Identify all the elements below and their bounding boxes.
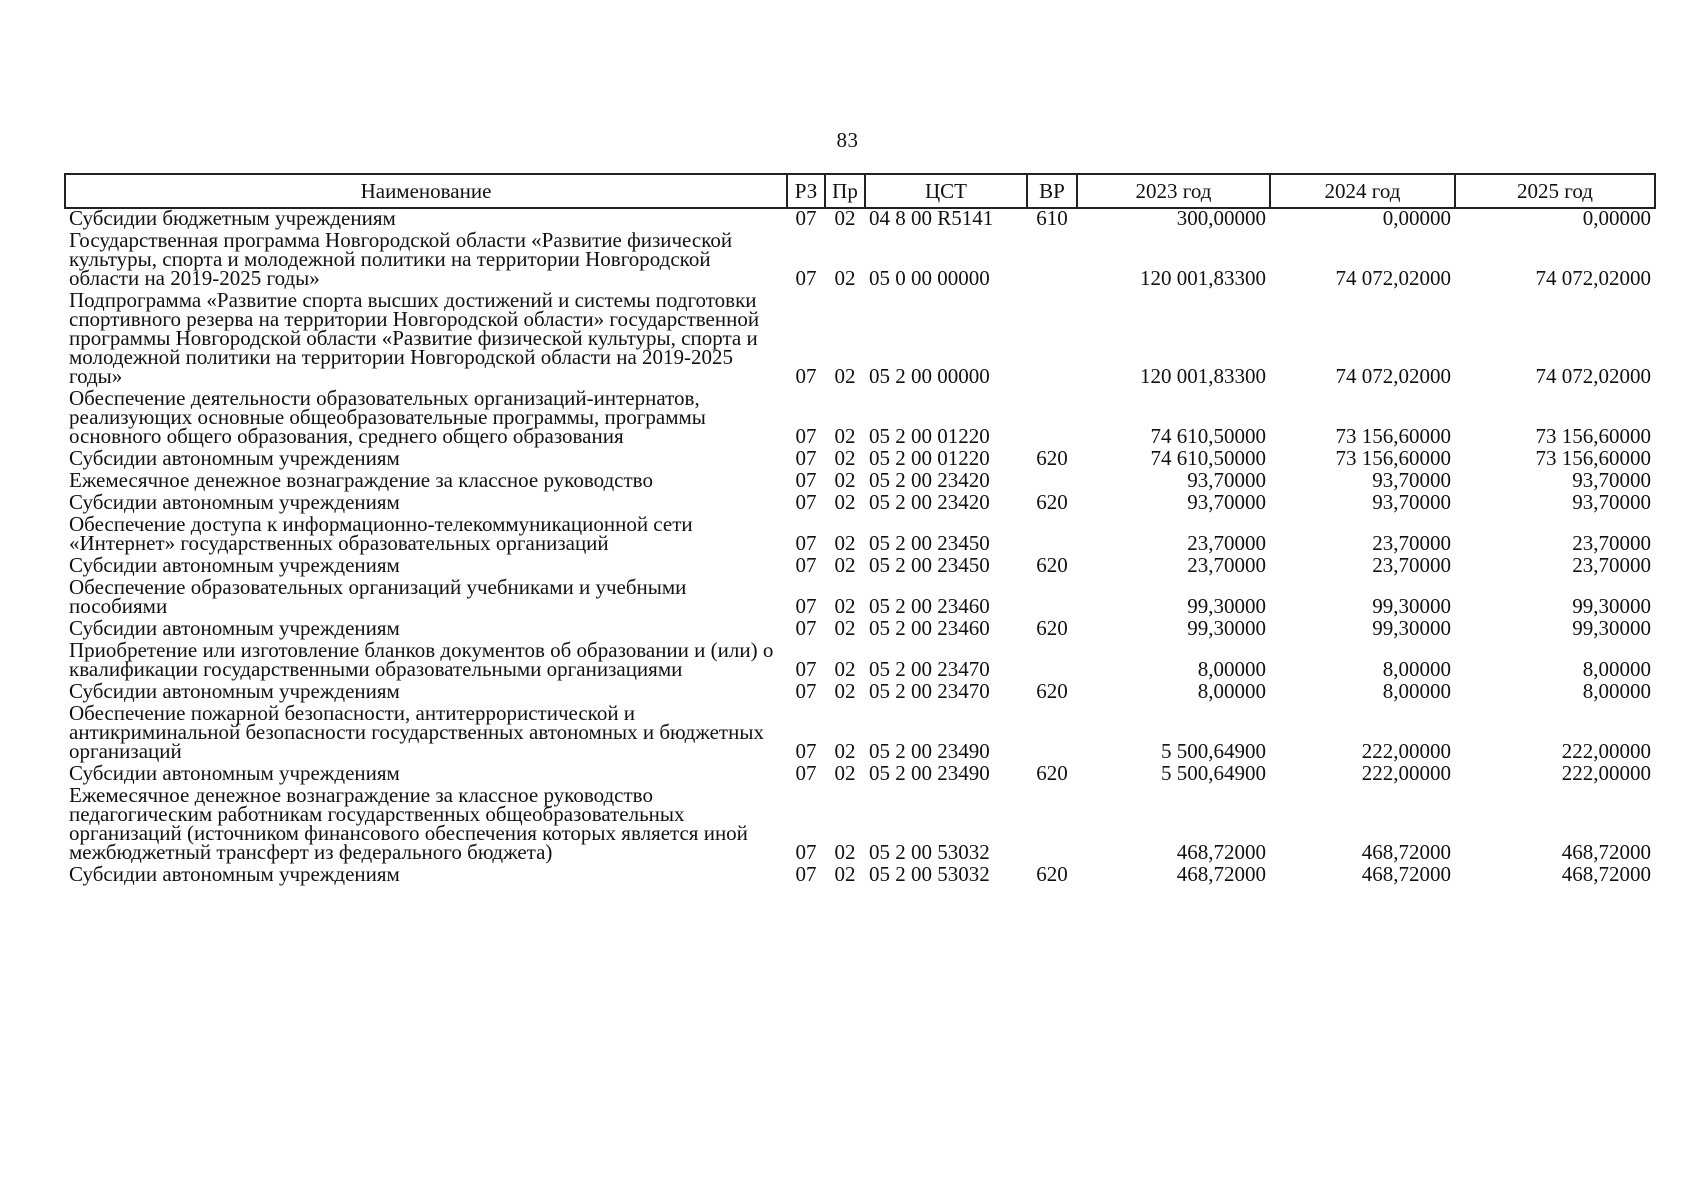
cell-name: Приобретение или изготовление бланков документов об образовании и (или) о квалификации государственными образовательными организациями [69, 638, 774, 681]
cell-cst: 05 2 00 23470 [869, 657, 990, 681]
cell-2025: 8,00000 [1582, 679, 1651, 703]
table-body [65, 208, 1655, 887]
cell-pr: 02 [834, 679, 856, 703]
cell-vr [1027, 704, 1077, 764]
cell-2023: 93,70000 [1187, 468, 1266, 492]
cell-cst: 05 2 00 00000 [869, 364, 990, 388]
cell-rz: 07 [795, 594, 817, 618]
cell-2025: 468,72000 [1561, 840, 1651, 864]
table-row [65, 578, 1655, 619]
cell-2025: 93,70000 [1572, 490, 1651, 514]
cell-pr: 02 [834, 424, 856, 448]
cell-2024: 222,00000 [1361, 739, 1451, 763]
cell-name: Субсидии автономным учреждениям [69, 553, 400, 577]
cell-name: Обеспечение доступа к информационно-телекоммуникационной сети «Интернет» государственных образовательных организаций [69, 512, 693, 555]
cell-2024: 74 072,02000 [1335, 266, 1451, 290]
cell-2024: 73 156,60000 [1335, 446, 1451, 470]
cell-rz: 07 [795, 490, 817, 514]
cell-cst: 05 2 00 01220 [869, 446, 990, 470]
cell-vr [1027, 641, 1077, 682]
cell-rz: 07 [795, 424, 817, 448]
cell-rz: 07 [795, 679, 817, 703]
cell-rz: 07 [795, 840, 817, 864]
cell-2024: 222,00000 [1361, 761, 1451, 785]
cell-2025: 8,00000 [1582, 657, 1651, 681]
table-row [65, 389, 1655, 449]
cell-2025: 73 156,60000 [1535, 424, 1651, 448]
cell-2025: 99,30000 [1572, 594, 1651, 618]
cell-2024: 74 072,02000 [1335, 364, 1451, 388]
cell-name: Субсидии автономным учреждениям [69, 446, 400, 470]
header-cst: ЦСТ [865, 174, 1027, 208]
cell-2023: 93,70000 [1187, 490, 1266, 514]
cell-pr: 02 [834, 468, 856, 492]
cell-2024: 23,70000 [1372, 531, 1451, 555]
cell-2023: 8,00000 [1197, 657, 1266, 681]
cell-pr: 02 [834, 862, 856, 886]
cell-2023: 74 610,50000 [1150, 446, 1266, 470]
cell-vr: 620 [1036, 761, 1068, 785]
cell-pr: 02 [834, 594, 856, 618]
cell-vr [1027, 515, 1077, 556]
cell-vr [1027, 291, 1077, 389]
cell-rz: 07 [795, 468, 817, 492]
cell-cst: 05 2 00 53032 [869, 840, 990, 864]
cell-2024: 468,72000 [1361, 840, 1451, 864]
cell-rz: 07 [795, 206, 817, 230]
cell-2023: 5 500,64900 [1161, 761, 1266, 785]
cell-vr [1027, 231, 1077, 291]
cell-pr: 02 [834, 553, 856, 577]
cell-name: Подпрограмма «Развитие спорта высших достижений и системы подготовки спортивного резерва на территории Новгородской области» государственной программы Новгородской области «Развитие физической культуры, спорта и молодежной политики на территории Новгородской области на 2019-2025 годы» [69, 288, 760, 388]
cell-cst: 05 2 00 23470 [869, 679, 990, 703]
cell-2024: 23,70000 [1372, 553, 1451, 577]
cell-2024: 468,72000 [1361, 862, 1451, 886]
cell-pr: 02 [834, 206, 856, 230]
cell-cst: 05 2 00 23460 [869, 594, 990, 618]
cell-name: Субсидии автономным учреждениям [69, 761, 400, 785]
cell-pr: 02 [834, 364, 856, 388]
cell-vr: 610 [1036, 206, 1068, 230]
cell-cst: 05 2 00 23420 [869, 490, 990, 514]
cell-name: Обеспечение пожарной безопасности, антитеррористической и антикриминальной безопасности государственных автономных и бюджетных организаций [69, 701, 764, 763]
table-row [65, 865, 1655, 887]
cell-name: Обеспечение образовательных организаций учебниками и учебными пособиями [69, 575, 687, 618]
cell-2023: 99,30000 [1187, 594, 1266, 618]
table-row [65, 641, 1655, 682]
cell-pr: 02 [834, 761, 856, 785]
cell-vr: 620 [1036, 553, 1068, 577]
cell-rz: 07 [795, 616, 817, 640]
cell-vr: 620 [1036, 490, 1068, 514]
cell-pr: 02 [834, 616, 856, 640]
cell-rz: 07 [795, 553, 817, 577]
cell-2024: 73 156,60000 [1335, 424, 1451, 448]
cell-2023: 8,00000 [1197, 679, 1266, 703]
cell-2025: 74 072,02000 [1535, 364, 1651, 388]
cell-rz: 07 [795, 657, 817, 681]
cell-2023: 120 001,83300 [1140, 364, 1266, 388]
cell-name: Субсидии автономным учреждениям [69, 616, 400, 640]
cell-name: Субсидии автономным учреждениям [69, 490, 400, 514]
cell-2023: 468,72000 [1176, 862, 1266, 886]
cell-pr: 02 [834, 266, 856, 290]
cell-name: Субсидии автономным учреждениям [69, 679, 400, 703]
cell-2024: 99,30000 [1372, 616, 1451, 640]
header-2025: 2025 год [1455, 174, 1655, 208]
cell-cst: 04 8 00 R5141 [869, 206, 994, 230]
table-row [65, 704, 1655, 764]
cell-2025: 73 156,60000 [1535, 446, 1651, 470]
cell-vr [1027, 389, 1077, 449]
cell-2025: 93,70000 [1572, 468, 1651, 492]
cell-cst: 05 2 00 53032 [869, 862, 990, 886]
cell-pr: 02 [834, 840, 856, 864]
cell-2023: 99,30000 [1187, 616, 1266, 640]
cell-2025: 0,00000 [1582, 206, 1651, 230]
table-header-row [65, 174, 1655, 208]
cell-2025: 222,00000 [1561, 739, 1651, 763]
cell-pr: 02 [834, 657, 856, 681]
header-pr: Пр [825, 174, 865, 208]
cell-cst: 05 2 00 23450 [869, 553, 990, 577]
cell-cst: 05 2 00 23450 [869, 531, 990, 555]
cell-2024: 8,00000 [1382, 657, 1451, 681]
cell-rz: 07 [795, 531, 817, 555]
header-name: Наименование [65, 174, 787, 208]
cell-2025: 23,70000 [1572, 531, 1651, 555]
cell-pr: 02 [834, 490, 856, 514]
cell-2024: 93,70000 [1372, 468, 1451, 492]
budget-table [64, 173, 1656, 887]
cell-cst: 05 0 00 00000 [869, 266, 990, 290]
cell-rz: 07 [795, 364, 817, 388]
cell-vr: 620 [1036, 616, 1068, 640]
cell-cst: 05 2 00 23460 [869, 616, 990, 640]
cell-2023: 23,70000 [1187, 553, 1266, 577]
cell-rz: 07 [795, 862, 817, 886]
cell-name: Субсидии автономным учреждениям [69, 862, 400, 886]
cell-2023: 23,70000 [1187, 531, 1266, 555]
cell-vr: 620 [1036, 679, 1068, 703]
cell-2025: 222,00000 [1561, 761, 1651, 785]
cell-vr [1027, 786, 1077, 865]
cell-2023: 300,00000 [1176, 206, 1266, 230]
cell-pr: 02 [834, 739, 856, 763]
cell-2024: 93,70000 [1372, 490, 1451, 514]
cell-2025: 468,72000 [1561, 862, 1651, 886]
cell-rz: 07 [795, 739, 817, 763]
cell-name: Субсидии бюджетным учреждениям [69, 206, 396, 230]
cell-rz: 07 [795, 446, 817, 470]
cell-vr [1027, 578, 1077, 619]
table-row [65, 786, 1655, 865]
cell-cst: 05 2 00 01220 [869, 424, 990, 448]
cell-vr: 620 [1036, 862, 1068, 886]
cell-2025: 74 072,02000 [1535, 266, 1651, 290]
table-row [65, 231, 1655, 291]
cell-name: Ежемесячное денежное вознаграждение за классное руководство [69, 468, 653, 492]
cell-2023: 5 500,64900 [1161, 739, 1266, 763]
cell-2025: 23,70000 [1572, 553, 1651, 577]
cell-name: Ежемесячное денежное вознаграждение за классное руководство педагогическим работникам государственных общеобразовательных организаций (источником финансового обеспечения которых является иной межбюджетный трансферт из федерального бюджета) [69, 783, 748, 864]
header-2024: 2024 год [1270, 174, 1455, 208]
cell-2024: 8,00000 [1382, 679, 1451, 703]
cell-2023: 74 610,50000 [1150, 424, 1266, 448]
cell-2024: 99,30000 [1372, 594, 1451, 618]
cell-cst: 05 2 00 23490 [869, 739, 990, 763]
cell-name: Обеспечение деятельности образовательных организаций-интернатов, реализующих основные общеобразовательные программы, программы основного общего образования, среднего общего образования [69, 386, 706, 448]
cell-2024: 0,00000 [1382, 206, 1451, 230]
header-2023: 2023 год [1077, 174, 1270, 208]
cell-pr: 02 [834, 446, 856, 470]
cell-2023: 468,72000 [1176, 840, 1266, 864]
cell-cst: 05 2 00 23420 [869, 468, 990, 492]
page-number: 83 [836, 128, 859, 152]
cell-pr: 02 [834, 531, 856, 555]
table-row [65, 291, 1655, 389]
header-vr: ВР [1027, 174, 1077, 208]
cell-2025: 99,30000 [1572, 616, 1651, 640]
cell-vr: 620 [1036, 446, 1068, 470]
cell-rz: 07 [795, 761, 817, 785]
header-rz: РЗ [787, 174, 825, 208]
cell-2023: 120 001,83300 [1140, 266, 1266, 290]
cell-rz: 07 [795, 266, 817, 290]
cell-cst: 05 2 00 23490 [869, 761, 990, 785]
table-row [65, 515, 1655, 556]
cell-name: Государственная программа Новгородской области «Развитие физической культуры, спорта и молодежной политики на территории Новгородской области на 2019-2025 годы» [69, 228, 733, 290]
